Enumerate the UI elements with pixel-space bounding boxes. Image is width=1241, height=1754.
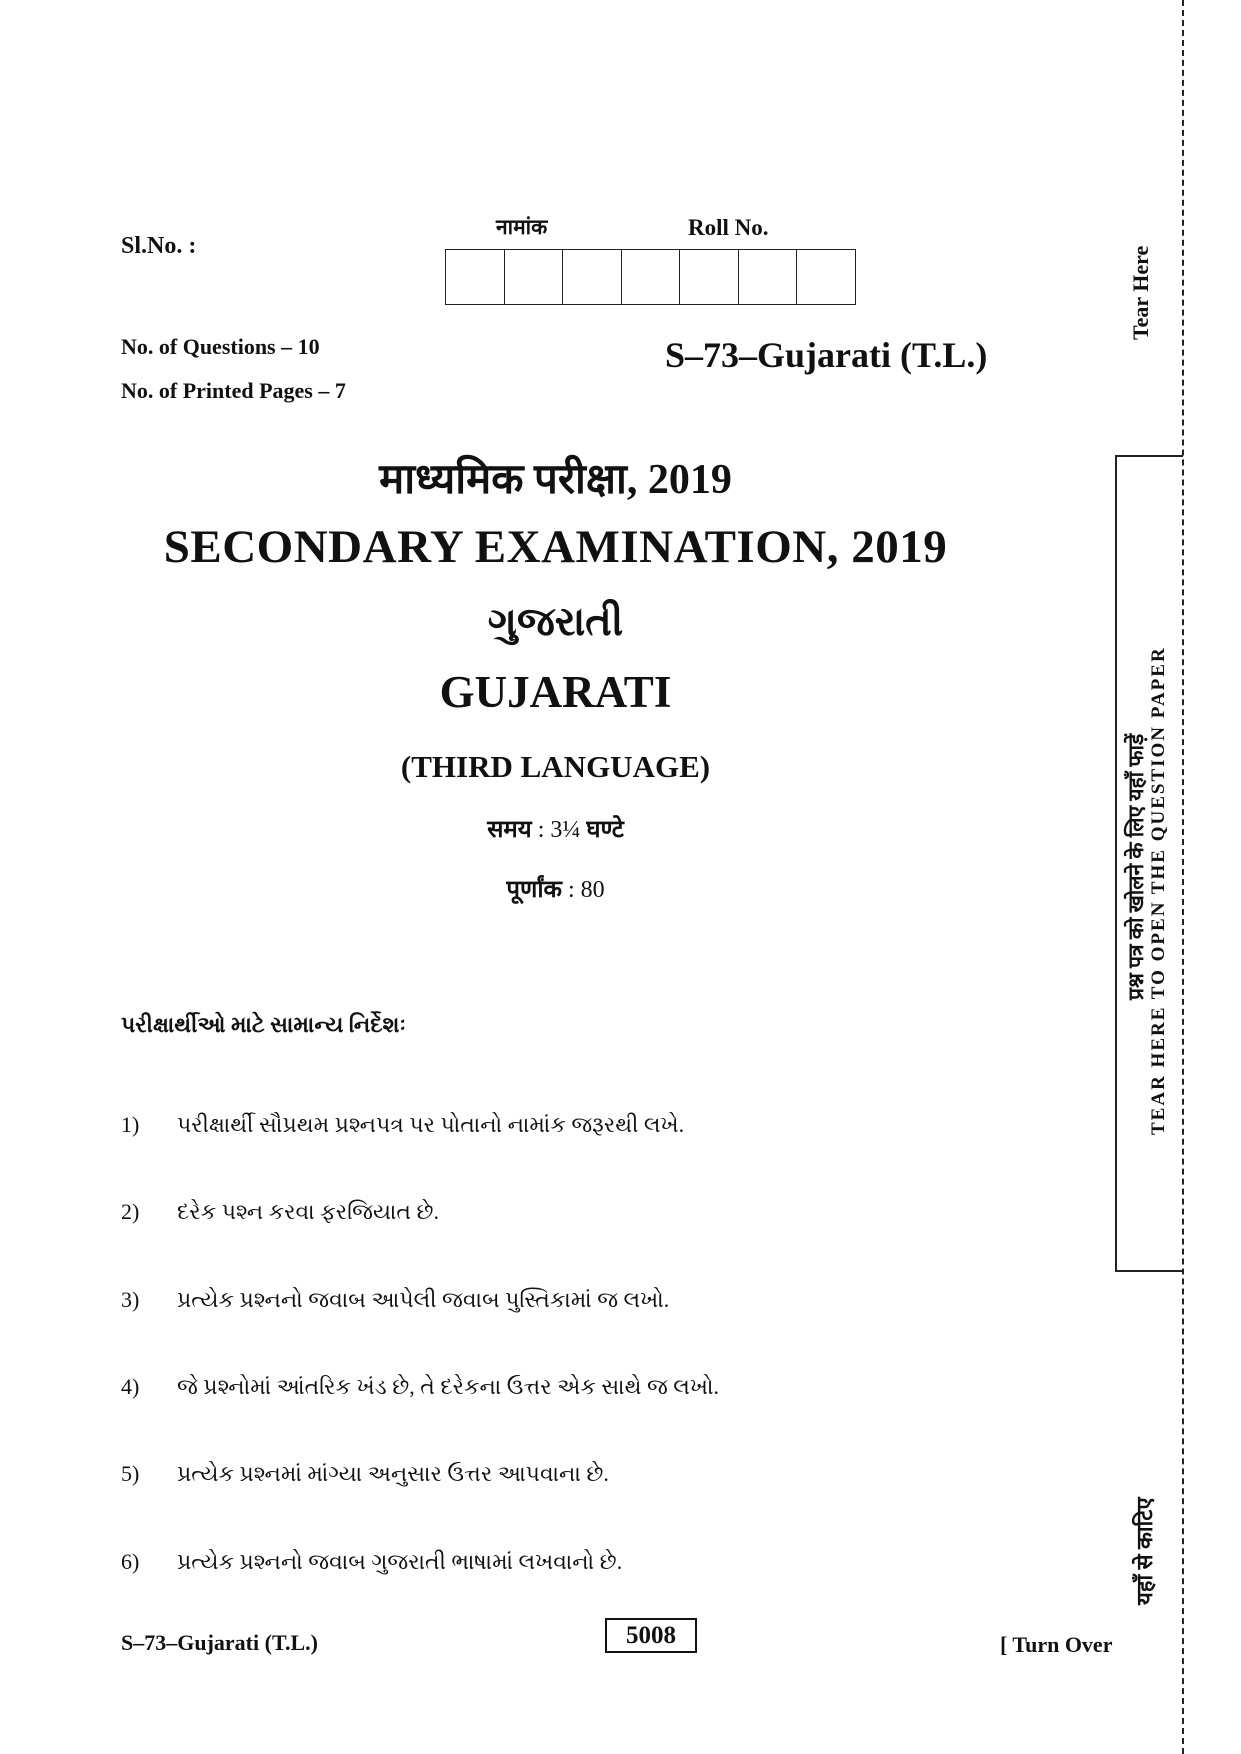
instruction-item [121,1374,719,1400]
instruction-number: 3) [121,1287,140,1312]
cut-here-label: यहाँ से काटिए [1132,1497,1157,1605]
number-of-questions: No. of Questions – 10 [121,334,320,359]
roll-digit-box [446,250,505,304]
roll-number-boxes [445,249,856,305]
instruction-text: જે પ્રશ્નોમાં આંતરિક ખંડ છે, તે દરેકના ઉત્તર એક સાથે જ લખો. [177,1374,719,1399]
marks-value: : 80 [561,877,605,903]
instruction-text: પ્રત્યેક પ્રશ્નનો જવાબ આપેલી જવાબ પુસ્તિકામાં જ લખો. [177,1287,670,1312]
instructions-heading: પરીક્ષાર્થીઓ માટે સામાન્ય નિર્દેશઃ [121,1012,406,1037]
instruction-number: 4) [121,1374,140,1399]
turn-over-note: [ Turn Over [1000,1632,1113,1657]
instruction-number: 1) [121,1112,140,1137]
instruction-number: 2) [121,1199,140,1224]
instruction-text: પ્રત્યેક પ્રશ્નનો જવાબ ગુજરાતી ભાષામાં લખવાનો છે. [177,1549,623,1574]
footer-page-code: 5008 [605,1618,697,1653]
instruction-text: દરેક પશ્ન કરવા ફરજિયાત છે. [177,1199,439,1224]
roll-digit-box [797,250,855,304]
exam-title-hindi: माध्यमिक परीक्षा, 2019 [379,457,732,503]
roll-digit-box [622,250,681,304]
subject-title-gujarati: ગુજરાતી [487,599,624,644]
roll-digit-box [505,250,564,304]
instruction-item [121,1199,439,1225]
roll-label-english: Roll No. [688,215,769,240]
time-unit: घण्टे [586,817,624,843]
time-label: समय [487,817,532,843]
time-allowed [0,812,1111,845]
instruction-number: 5) [121,1461,140,1486]
serial-number-label: Sl.No. : [121,233,197,259]
footer-paper-code: S–73–Gujarati (T.L.) [121,1630,318,1655]
time-value: : 3¼ [531,817,587,843]
marks-label: पूर्णांक [506,877,562,903]
roll-label-hindi: नामांक [496,215,548,239]
instruction-text: પ્રત્યેક પ્રશ્નમાં માંગ્યા અનુસાર ઉત્તર આપવાના છે. [177,1461,609,1486]
tear-instruction-hindi: प्रश्न पत्र को खोलने के लिए यहाँ फाड़ें [1124,733,1148,1000]
instruction-text: પરીક્ષાર્થી સૌપ્રથમ પ્રશ્નપત્ર પર પોતાનો નામાંક જરૂરથી લખે. [177,1112,685,1137]
tear-here-label: Tear Here [1128,245,1153,340]
tear-instruction-english: TEAR HERE TO OPEN THE QUESTION PAPER [1148,646,1169,1135]
instruction-item [121,1287,669,1313]
language-level: (THIRD LANGUAGE) [400,749,711,784]
roll-digit-box [680,250,739,304]
instruction-item [121,1549,622,1575]
paper-code: S–73–Gujarati (T.L.) [665,335,988,375]
number-of-pages: No. of Printed Pages – 7 [121,378,346,403]
roll-digit-box [739,250,798,304]
instruction-item [121,1112,684,1138]
maximum-marks [0,872,1111,905]
instruction-number: 6) [121,1549,140,1574]
roll-digit-box [563,250,622,304]
exam-title-english: SECONDARY EXAMINATION, 2019 [163,521,948,573]
subject-title-english: GUJARATI [439,667,672,717]
instruction-item [121,1461,609,1487]
